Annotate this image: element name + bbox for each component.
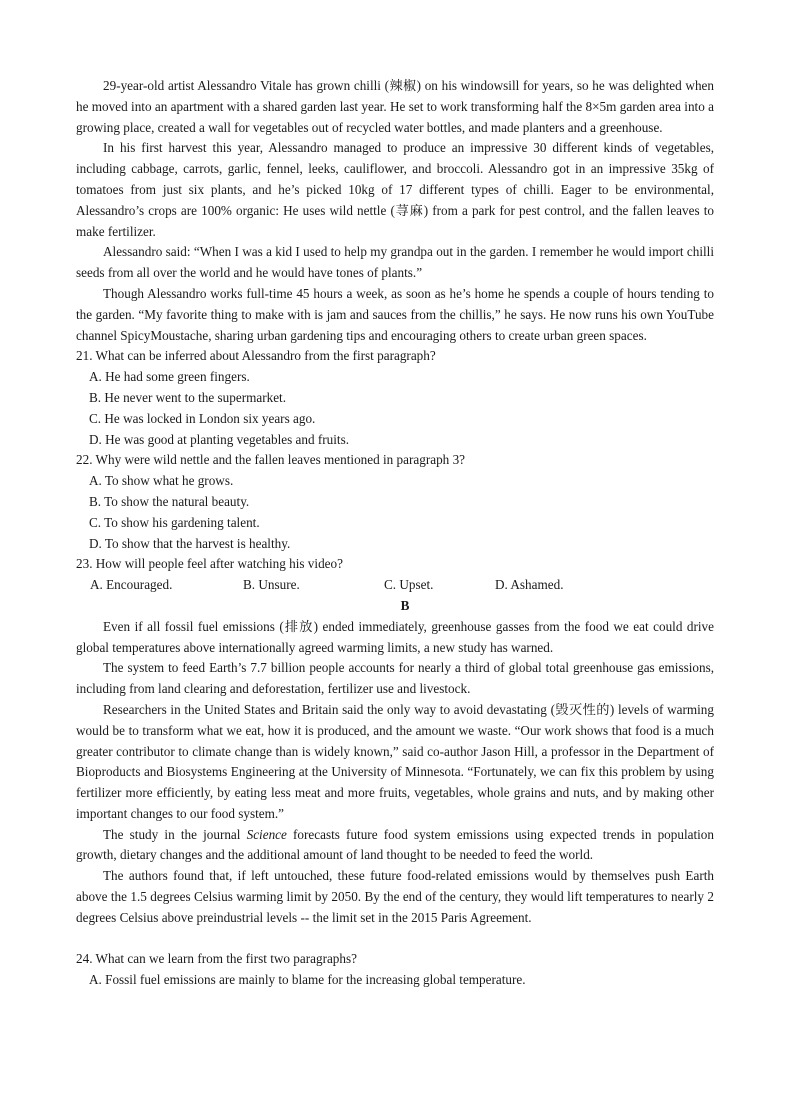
question-24-option-a: A. Fossil fuel emissions are mainly to blame for the increasing global temperature. [89,972,526,988]
passage-b-paragraph-3: Researchers in the United States and Britain said the only way to avoid devastating (毁灭性的) levels of warming would be to transform what we eat, how it is produced, and the amount we waste. “Our work shows that food is a much greater contributor to climate change than is widely known,” said co-author Jason Hill, a professor in the Department of Bioproducts and Biosystems Engineering at the University of Minnesota. “Fortunately, we can fix this problem by using fertilizer more efficiently, by eating less meat and more fruits, vegetables, whole grains and nuts, and by making other important changes to our food system.” [76,701,714,821]
question-22-option-d: D. To show that the harvest is healthy. [89,535,291,551]
question-23-stem: 23. How will people feel after watching his video? [76,556,343,572]
question-22-option-c: C. To show his gardening talent. [89,514,260,530]
question-22-option-a: A. To show what he grows. [89,473,234,489]
question-23-options [76,575,714,596]
question-22-stem: 22. Why were wild nettle and the fallen leaves mentioned in paragraph 3? [76,452,466,468]
passage-b-paragraph-2: The system to feed Earth’s 7.7 billion people accounts for nearly a third of global total greenhouse gas emissions, including from land clearing and deforestation, fertilizer use and livestock. [76,660,714,697]
journal-name: Science [246,826,287,842]
science-para-after: forecasts future food system emissions using expected trends in population growth, dietary changes and the additional amount of land thought to be needed to feed the world. [76,826,714,863]
passage-b-paragraph-1: Even if all fossil fuel emissions (排放) ended immediately, greenhouse gasses from the food we eat could drive global temperatures above internationally agreed warming limits, a new study has warned. [76,618,714,655]
passage-b-paragraph-4 [76,825,714,867]
question-23-option-b: B. Unsure. [243,577,300,593]
question-21-option-d: D. He was good at planting vegetables and fruits. [89,431,350,447]
science-para-before: The study in the journal [103,826,247,842]
question-21-option-a: A. He had some green fingers. [89,369,250,385]
question-21-option-b: B. He never went to the supermarket. [89,389,287,405]
section-b-title: B [400,597,410,613]
question-21-option-c: C. He was locked in London six years ago. [89,410,316,426]
question-23-option-a: A. Encouraged. [90,577,173,593]
question-22-option-b: B. To show the natural beauty. [89,493,250,509]
passage-a-paragraph-4: Though Alessandro works full-time 45 hours a week, as soon as he’s home he spends a couple of hours tending to the garden. “My favorite thing to make with is jam and sauces from the chillis,” he says. He now runs his own YouTube channel SpicyMoustache, sharing urban gardening tips and encouraging others to create urban green spaces. [76,285,714,343]
spacer [76,929,714,950]
passage-a-paragraph-1: 29-year-old artist Alessandro Vitale has grown chilli (辣椒) on his windowsill for years, so he was delighted when he moved into an apartment with a shared garden last year. He set to work transforming half the 8×5m garden area into a growing place, created a wall for vegetables out of recycled water bottles, and made planters and a greenhouse. [76,78,714,135]
passage-a-paragraph-3: Alessandro said: “When I was a kid I used to help my grandpa out in the garden. I remember he would import chilli seeds from all over the world and he would have tones of plants.” [76,244,714,281]
question-23-option-d: D. Ashamed. [495,577,564,593]
question-21-stem: 21. What can be inferred about Alessandro from the first paragraph? [76,348,436,364]
passage-b-paragraph-5: The authors found that, if left untouched, these future food-related emissions would by themselves push Earth above the 1.5 degrees Celsius warming limit by 2050. By the end of the century, they would lift temperatures to nearly 2 degrees Celsius above preindustrial levels -- the limit set in the 2015 Paris Agreement. [76,868,714,925]
exam-page [76,76,714,991]
question-24-stem: 24. What can we learn from the first two paragraphs? [76,951,357,967]
question-23-option-c: C. Upset. [384,577,434,593]
passage-a-paragraph-2: In his first harvest this year, Alessandro managed to produce an impressive 30 different kinds of vegetables, including cabbage, carrots, garlic, fennel, leeks, cauliflower, and broccoli. Alessandro got in an impressive 35kg of tomatoes from just six plants, and he’s picked 10kg of 17 different types of chilli. Eager to be environmental, Alessandro’s crops are 100% organic: He uses wild nettle (荨麻) from a park for pest control, and the fallen leaves to make fertilizer. [76,140,714,239]
